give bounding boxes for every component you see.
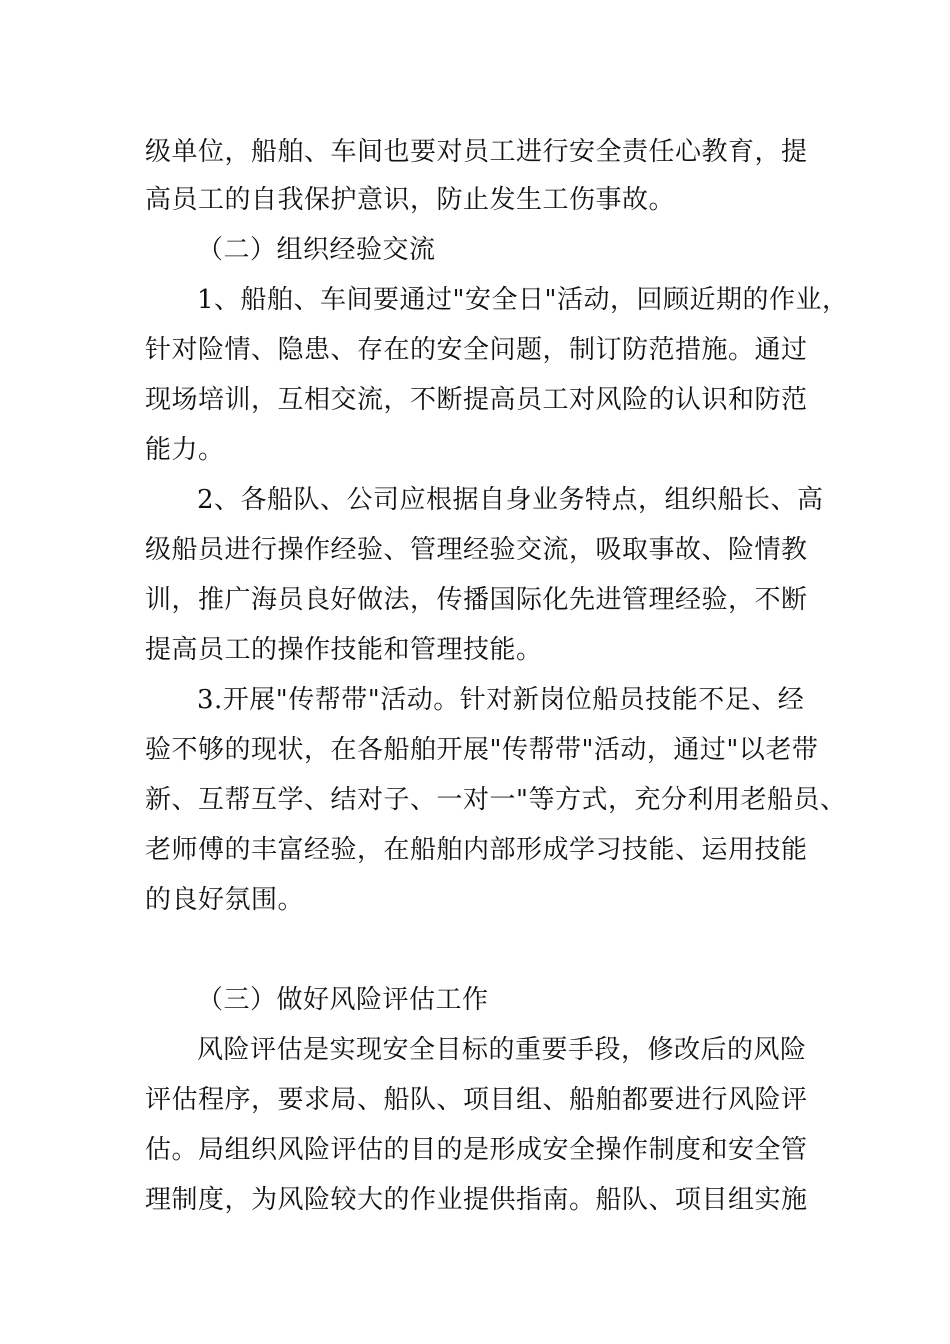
paragraph-first-line: 3.开展"传帮带"活动。针对新岗位船员技能不足、经 — [197, 685, 805, 715]
paragraph-first-line: 风险评估是实现安全目标的重要手段，修改后的风险 — [197, 1035, 807, 1065]
text-line: 级船员进行操作经验、管理经验交流，吸取事故、险情教 — [145, 535, 808, 565]
text-line: 老师傅的丰富经验，在船舶内部形成学习技能、运用技能 — [145, 835, 808, 865]
text-line: 估。局组织风险评估的目的是形成安全操作制度和安全管 — [145, 1135, 808, 1165]
text-line: 现场培训，互相交流，不断提高员工对风险的认识和防范 — [145, 385, 808, 415]
text-line: 评估程序，要求局、船队、项目组、船舶都要进行风险评 — [145, 1085, 808, 1115]
paragraph-first-line: 1、船舶、车间要通过"安全日"活动，回顾近期的作业， — [197, 285, 849, 315]
text-line: 的良好氛围。 — [145, 885, 305, 915]
paragraph-first-line: 2、各船队、公司应根据自身业务特点，组织船长、高 — [197, 485, 824, 515]
text-line: 提高员工的操作技能和管理技能。 — [145, 635, 543, 665]
text-line: 理制度，为风险较大的作业提供指南。船队、项目组实施 — [145, 1185, 808, 1215]
text-line: 验不够的现状，在各船舶开展"传帮带"活动，通过"以老带 — [145, 735, 819, 765]
text-line: 能力。 — [145, 435, 225, 465]
section-heading: （三）做好风险评估工作 — [197, 985, 489, 1015]
text-line: 针对险情、隐患、存在的安全问题，制订防范措施。通过 — [145, 335, 808, 365]
text-line: 高员工的自我保护意识，防止发生工伤事故。 — [145, 185, 676, 215]
section-heading: （二）组织经验交流 — [197, 235, 436, 265]
text-line: 训，推广海员良好做法，传播国际化先进管理经验，不断 — [145, 585, 808, 615]
text-line: 级单位，船舶、车间也要对员工进行安全责任心教育，提 — [145, 137, 808, 167]
text-line: 新、互帮互学、结对子、一对一"等方式，充分利用老船员、 — [145, 785, 847, 815]
